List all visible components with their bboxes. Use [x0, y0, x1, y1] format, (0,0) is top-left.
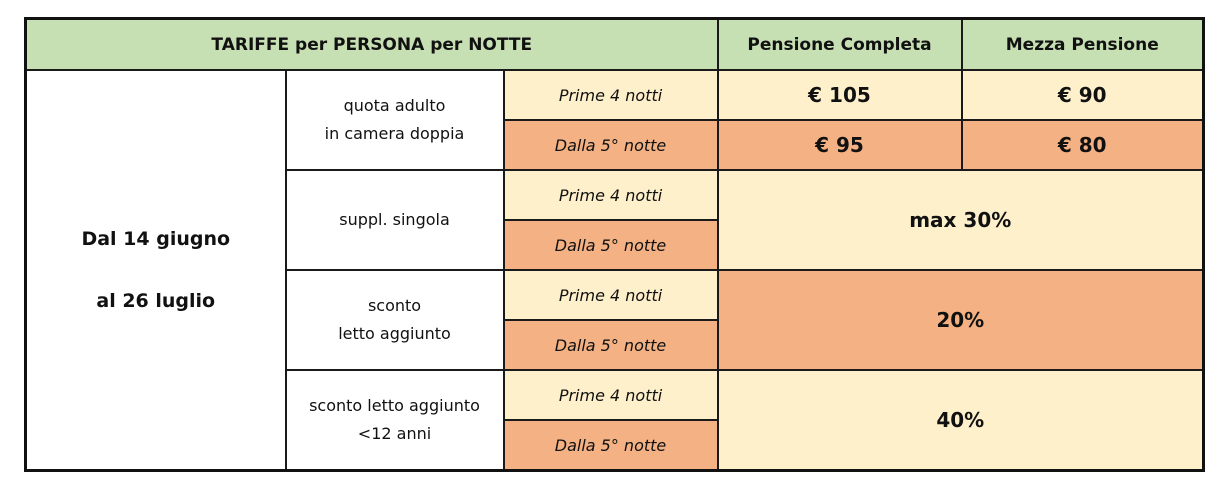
- value-cell: 40%: [718, 370, 1204, 471]
- category-extra-bed-discount: [286, 270, 504, 370]
- nights-from5-label: Dalla 5° notte: [504, 220, 718, 270]
- value-cell: 20%: [718, 270, 1204, 370]
- table-title: TARIFFE per PERSONA per NOTTE: [26, 19, 718, 71]
- header-row: [26, 19, 1204, 71]
- category-label: letto aggiunto: [338, 324, 451, 343]
- price-cell: € 105: [718, 70, 962, 120]
- nights-first-label: Prime 4 notti: [504, 270, 718, 320]
- nights-from5-label: Dalla 5° notte: [504, 320, 718, 370]
- price-cell: € 90: [962, 70, 1204, 120]
- table-row: [26, 70, 1204, 120]
- category-label: sconto: [367, 296, 422, 315]
- nights-first-label: Prime 4 notti: [504, 170, 718, 220]
- rates-table: [24, 17, 1205, 472]
- category-label: <12 anni: [357, 424, 432, 443]
- price-cell: € 95: [718, 120, 962, 170]
- category-extra-bed-child-discount: [286, 370, 504, 471]
- period-end: al 26 luglio: [96, 290, 216, 312]
- col-header-half-board: Mezza Pensione: [962, 19, 1204, 71]
- category-label: sconto letto aggiunto: [309, 396, 480, 415]
- nights-first-label: Prime 4 notti: [504, 70, 718, 120]
- col-header-full-board: Pensione Completa: [718, 19, 962, 71]
- category-single-supplement: [286, 170, 504, 270]
- price-cell: € 80: [962, 120, 1204, 170]
- period-start: Dal 14 giugno: [81, 228, 231, 250]
- nights-from5-label: Dalla 5° notte: [504, 120, 718, 170]
- value-cell: max 30%: [718, 170, 1204, 270]
- category-adult-double: [286, 70, 504, 170]
- category-label: quota adulto: [343, 96, 446, 115]
- category-label: suppl. singola: [339, 210, 450, 229]
- category-label: in camera doppia: [324, 124, 465, 143]
- nights-first-label: Prime 4 notti: [504, 370, 718, 420]
- period-cell: [26, 70, 286, 471]
- nights-from5-label: Dalla 5° notte: [504, 420, 718, 471]
